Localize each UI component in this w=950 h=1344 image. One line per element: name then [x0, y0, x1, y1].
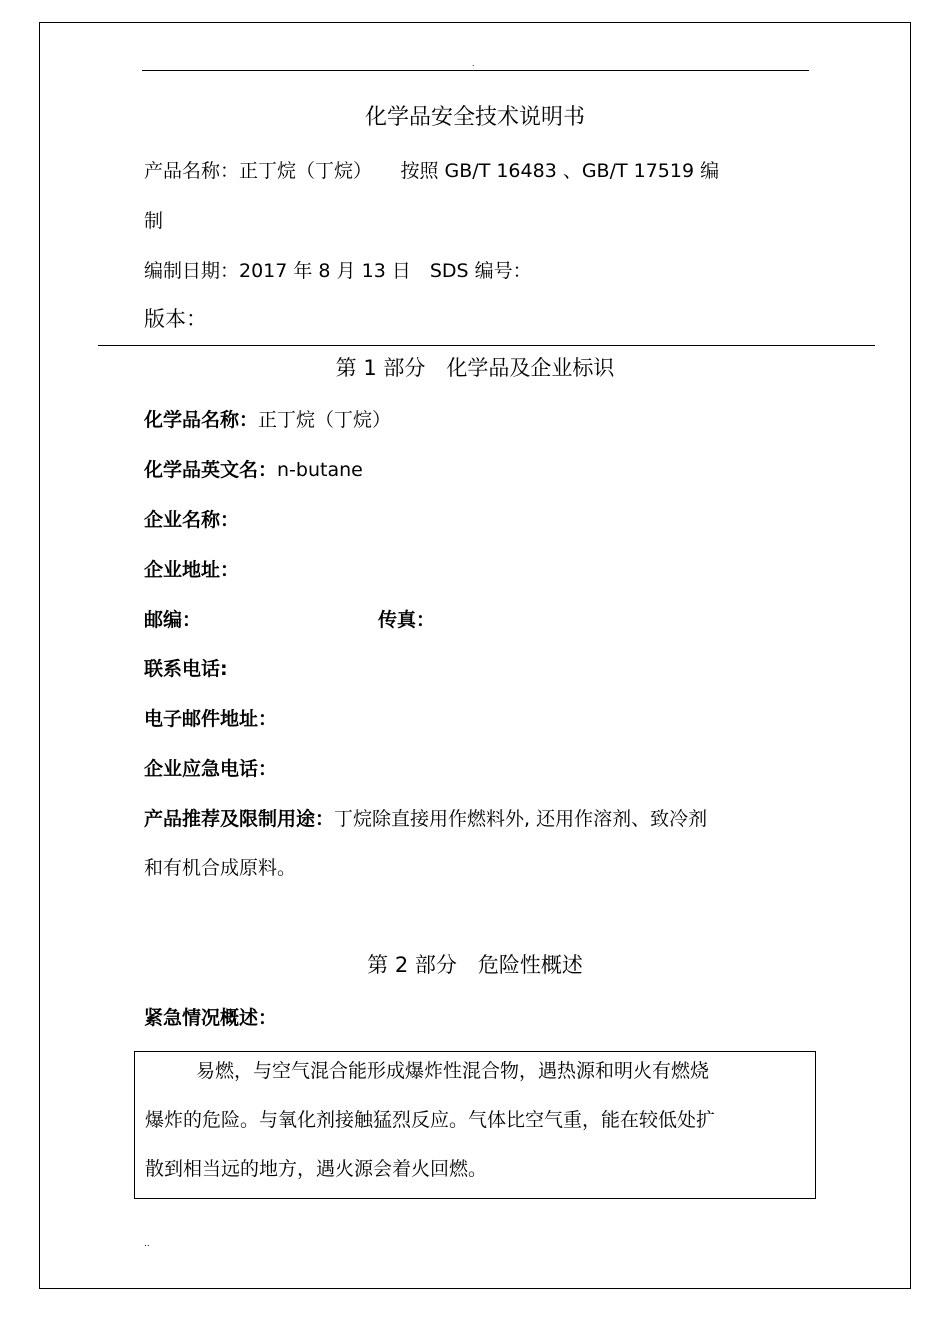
- document-title: 化学品安全技术说明书: [364, 105, 585, 130]
- field-label: 联系电话:: [144, 658, 228, 680]
- field-company-name: [144, 508, 239, 532]
- field-label: 化学品名称：: [144, 409, 259, 431]
- field-usage: [144, 807, 707, 831]
- section-rule: [98, 345, 875, 346]
- section1-title: 第 1 部分 化学品及企业标识: [335, 356, 615, 380]
- section2-title: 第 2 部分 危险性概述: [367, 953, 583, 977]
- field-postcode: [144, 608, 201, 632]
- compile-date-line: 编制日期：2017 年 8 月 13 日 SDS 编号：: [144, 260, 532, 282]
- header-dot: .: [472, 59, 475, 68]
- field-fax: [378, 608, 435, 632]
- field-label: 邮编：: [144, 609, 202, 631]
- field-value: 正丁烷（丁烷）: [258, 409, 392, 431]
- field-label: 电子邮件地址：: [144, 708, 278, 730]
- field-value: 丁烷除直接用作燃料外, 还用作溶剂、致冷剂: [334, 808, 708, 830]
- header-rule: [142, 70, 809, 71]
- field-label: 企业地址：: [144, 559, 240, 581]
- version-line: 版本：: [144, 307, 207, 331]
- field-label: 企业名称：: [144, 509, 240, 531]
- box-line: 爆炸的危险。与氧化剂接触猛烈反应。气体比空气重，能在较低处扩: [145, 1109, 716, 1131]
- field-email: [144, 707, 277, 731]
- field-label: 传真：: [378, 609, 436, 631]
- box-line: 散到相当远的地方，遇火源会着火回燃。: [145, 1158, 488, 1180]
- field-value: n-butane: [277, 459, 363, 481]
- box-line: 易燃，与空气混合能形成爆炸性混合物，遇热源和明火有燃烧: [196, 1060, 710, 1082]
- product-name-line: 产品名称：正丁烷（丁烷） 按照 GB/T 16483 、GB/T 17519 编: [144, 160, 720, 182]
- field-chemical-name: [144, 408, 391, 432]
- field-emergency-phone: [144, 757, 277, 781]
- emergency-overview-box: [134, 1051, 816, 1199]
- product-name-line-cont: 制: [144, 210, 164, 232]
- field-phone: [144, 657, 228, 681]
- field-label: 化学品英文名：: [144, 459, 278, 481]
- emergency-overview-label: 紧急情况概述：: [144, 1007, 278, 1029]
- field-company-address: [144, 558, 239, 582]
- footer-dots: ..: [144, 1239, 150, 1249]
- field-usage-cont: 和有机合成原料。: [144, 857, 297, 879]
- field-label: 企业应急电话：: [144, 758, 278, 780]
- field-label: 产品推荐及限制用途：: [144, 808, 335, 830]
- field-english-name: [144, 458, 363, 482]
